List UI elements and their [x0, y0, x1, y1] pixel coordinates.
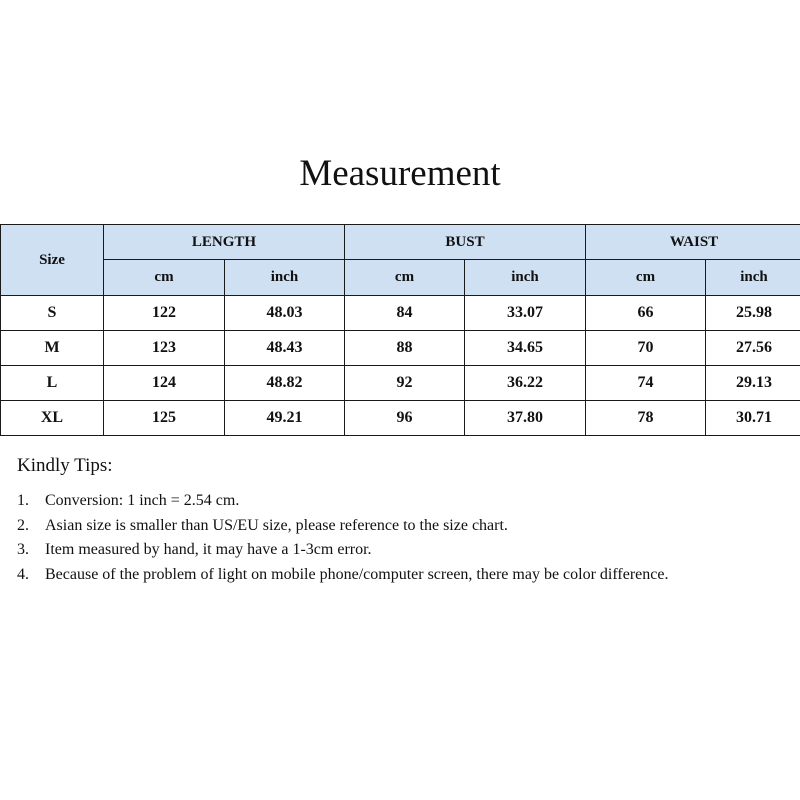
value-cell: 84	[345, 296, 465, 331]
value-cell: 70	[586, 331, 706, 366]
value-cell: 48.82	[225, 366, 345, 401]
size-cell: M	[1, 331, 104, 366]
bust-group-header: BUST	[345, 225, 586, 260]
value-cell: 29.13	[706, 366, 800, 401]
tips-heading: Kindly Tips:	[17, 455, 113, 476]
table-row	[1, 366, 800, 401]
value-cell: 48.03	[225, 296, 345, 331]
value-cell: 88	[345, 331, 465, 366]
tip-text: Conversion: 1 inch = 2.54 cm.	[45, 492, 240, 509]
table-row	[1, 296, 800, 331]
value-cell: 92	[345, 366, 465, 401]
unit-header: inch	[465, 260, 586, 296]
value-cell: 122	[104, 296, 225, 331]
table-header-row	[1, 225, 800, 260]
waist-group-header: WAIST	[586, 225, 800, 260]
list-item	[17, 563, 697, 588]
value-cell: 49.21	[225, 401, 345, 436]
value-cell: 34.65	[465, 331, 586, 366]
unit-header: inch	[706, 260, 800, 296]
list-item	[17, 489, 697, 514]
value-cell: 125	[104, 401, 225, 436]
table-row	[1, 401, 800, 436]
value-cell: 123	[104, 331, 225, 366]
value-cell: 25.98	[706, 296, 800, 331]
list-item	[17, 538, 697, 563]
tip-text: Asian size is smaller than US/EU size, please reference to the size chart.	[45, 516, 508, 534]
value-cell: 66	[586, 296, 706, 331]
unit-header: cm	[345, 260, 465, 296]
size-chart-table	[0, 224, 800, 436]
length-group-header: LENGTH	[104, 225, 345, 260]
table-unit-row	[1, 260, 800, 296]
value-cell: 96	[345, 401, 465, 436]
value-cell: 27.56	[706, 331, 800, 366]
tip-text: Because of the problem of light on mobile phone/computer screen, there may be color difference.	[45, 565, 669, 583]
table-row	[1, 331, 800, 366]
size-cell: L	[1, 366, 104, 401]
tip-number: 1.	[17, 492, 29, 509]
unit-header: inch	[225, 260, 345, 296]
size-cell: S	[1, 296, 104, 331]
value-cell: 30.71	[706, 401, 800, 436]
value-cell: 78	[586, 401, 706, 436]
page-title: Measurement	[299, 153, 501, 194]
value-cell: 48.43	[225, 331, 345, 366]
tip-number: 3.	[17, 541, 29, 558]
tip-text: Item measured by hand, it may have a 1-3cm error.	[45, 541, 372, 558]
value-cell: 124	[104, 366, 225, 401]
value-cell: 33.07	[465, 296, 586, 331]
list-item	[17, 514, 697, 539]
tip-number: 2.	[17, 516, 29, 534]
tip-number: 4.	[17, 565, 29, 583]
tips-list	[17, 489, 697, 587]
value-cell: 36.22	[465, 366, 586, 401]
value-cell: 37.80	[465, 401, 586, 436]
unit-header: cm	[104, 260, 225, 296]
size-column-header: Size	[1, 225, 104, 296]
unit-header: cm	[586, 260, 706, 296]
size-cell: XL	[1, 401, 104, 436]
value-cell: 74	[586, 366, 706, 401]
